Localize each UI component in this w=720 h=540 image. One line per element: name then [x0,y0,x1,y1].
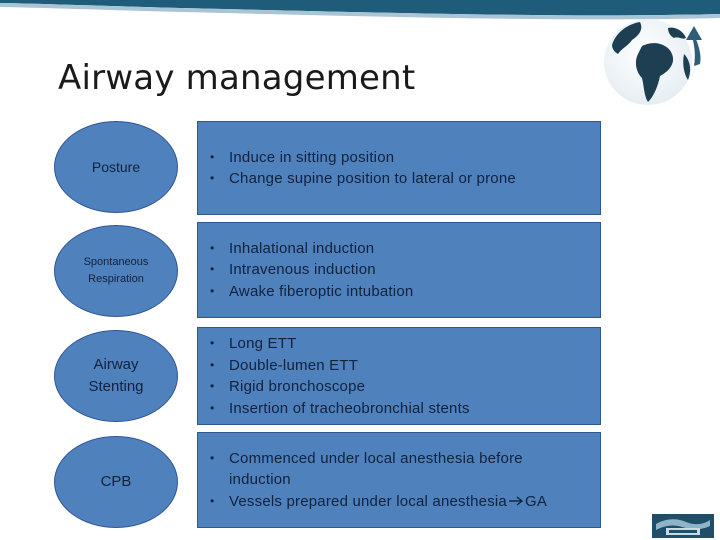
bullet-item [206,448,590,491]
bullet-text: Intravenous induction [229,261,376,279]
oval-label-line: Posture [91,158,141,175]
bullet-icon: • [210,379,215,393]
bullet-list [206,238,590,303]
label-oval-posture [54,121,178,213]
logo-icon [652,514,714,538]
bullet-item [206,168,590,190]
content-box-posture [197,121,601,215]
bullet-item [206,376,590,398]
bullet-icon: • [210,240,215,255]
bullet-icon: • [210,171,215,185]
bullet-item [206,491,590,513]
oval-label-line: CPB [100,473,132,491]
bullet-icon: • [210,149,215,164]
content-box-airway-stenting [197,327,601,425]
bullet-text: Inhalational induction [229,239,375,257]
bullet-icon: • [210,357,215,372]
bullet-icon: • [210,450,215,465]
bullet-item [206,147,590,169]
bullet-text: Double-lumen ETT [229,356,359,374]
bullet-icon: • [210,400,215,415]
label-oval-airway-stenting [54,330,178,422]
oval-label-line: Respiration [88,273,144,285]
bullet-item [206,238,590,260]
content-box-cpb [197,432,601,528]
label-oval-spontaneous-respiration [54,225,178,317]
right-arrow-icon [508,495,524,507]
globe-icon [598,10,708,110]
bullet-item [206,333,590,355]
bullet-item [206,259,590,281]
bullet-list [206,333,590,419]
content-box-spontaneous-respiration [197,222,601,318]
bullet-icon: • [210,283,215,298]
bullet-text: Vessels prepared under local anesthesia [229,492,507,510]
oval-label-line: Spontaneous [83,255,149,268]
bullet-icon: • [210,336,215,350]
bullet-text: Insertion of tracheobronchial stents [229,399,470,417]
bullet-text: Rigid bronchoscope [229,378,366,395]
slide-title: Airway management [58,58,416,98]
bullet-text: Awake fiberoptic intubation [229,282,414,300]
bullet-icon: • [210,262,215,277]
oval-label-line: Airway [93,356,139,374]
bullet-list [206,147,590,190]
bullet-item [206,398,590,420]
bullet-item [206,355,590,377]
bullet-list [206,448,590,513]
bullet-item [206,281,590,303]
bullet-text: Long ETT [229,335,297,352]
bullet-icon: • [210,493,215,508]
label-oval-cpb [54,436,178,528]
bullet-suffix-text: GA [524,492,548,510]
bullet-text: Commenced under local anesthesia before induction [229,449,523,489]
bullet-text: Change supine position to lateral or prone [229,170,516,187]
bullet-text: Induce in sitting position [229,148,395,166]
oval-label-line: Stenting [88,378,144,395]
